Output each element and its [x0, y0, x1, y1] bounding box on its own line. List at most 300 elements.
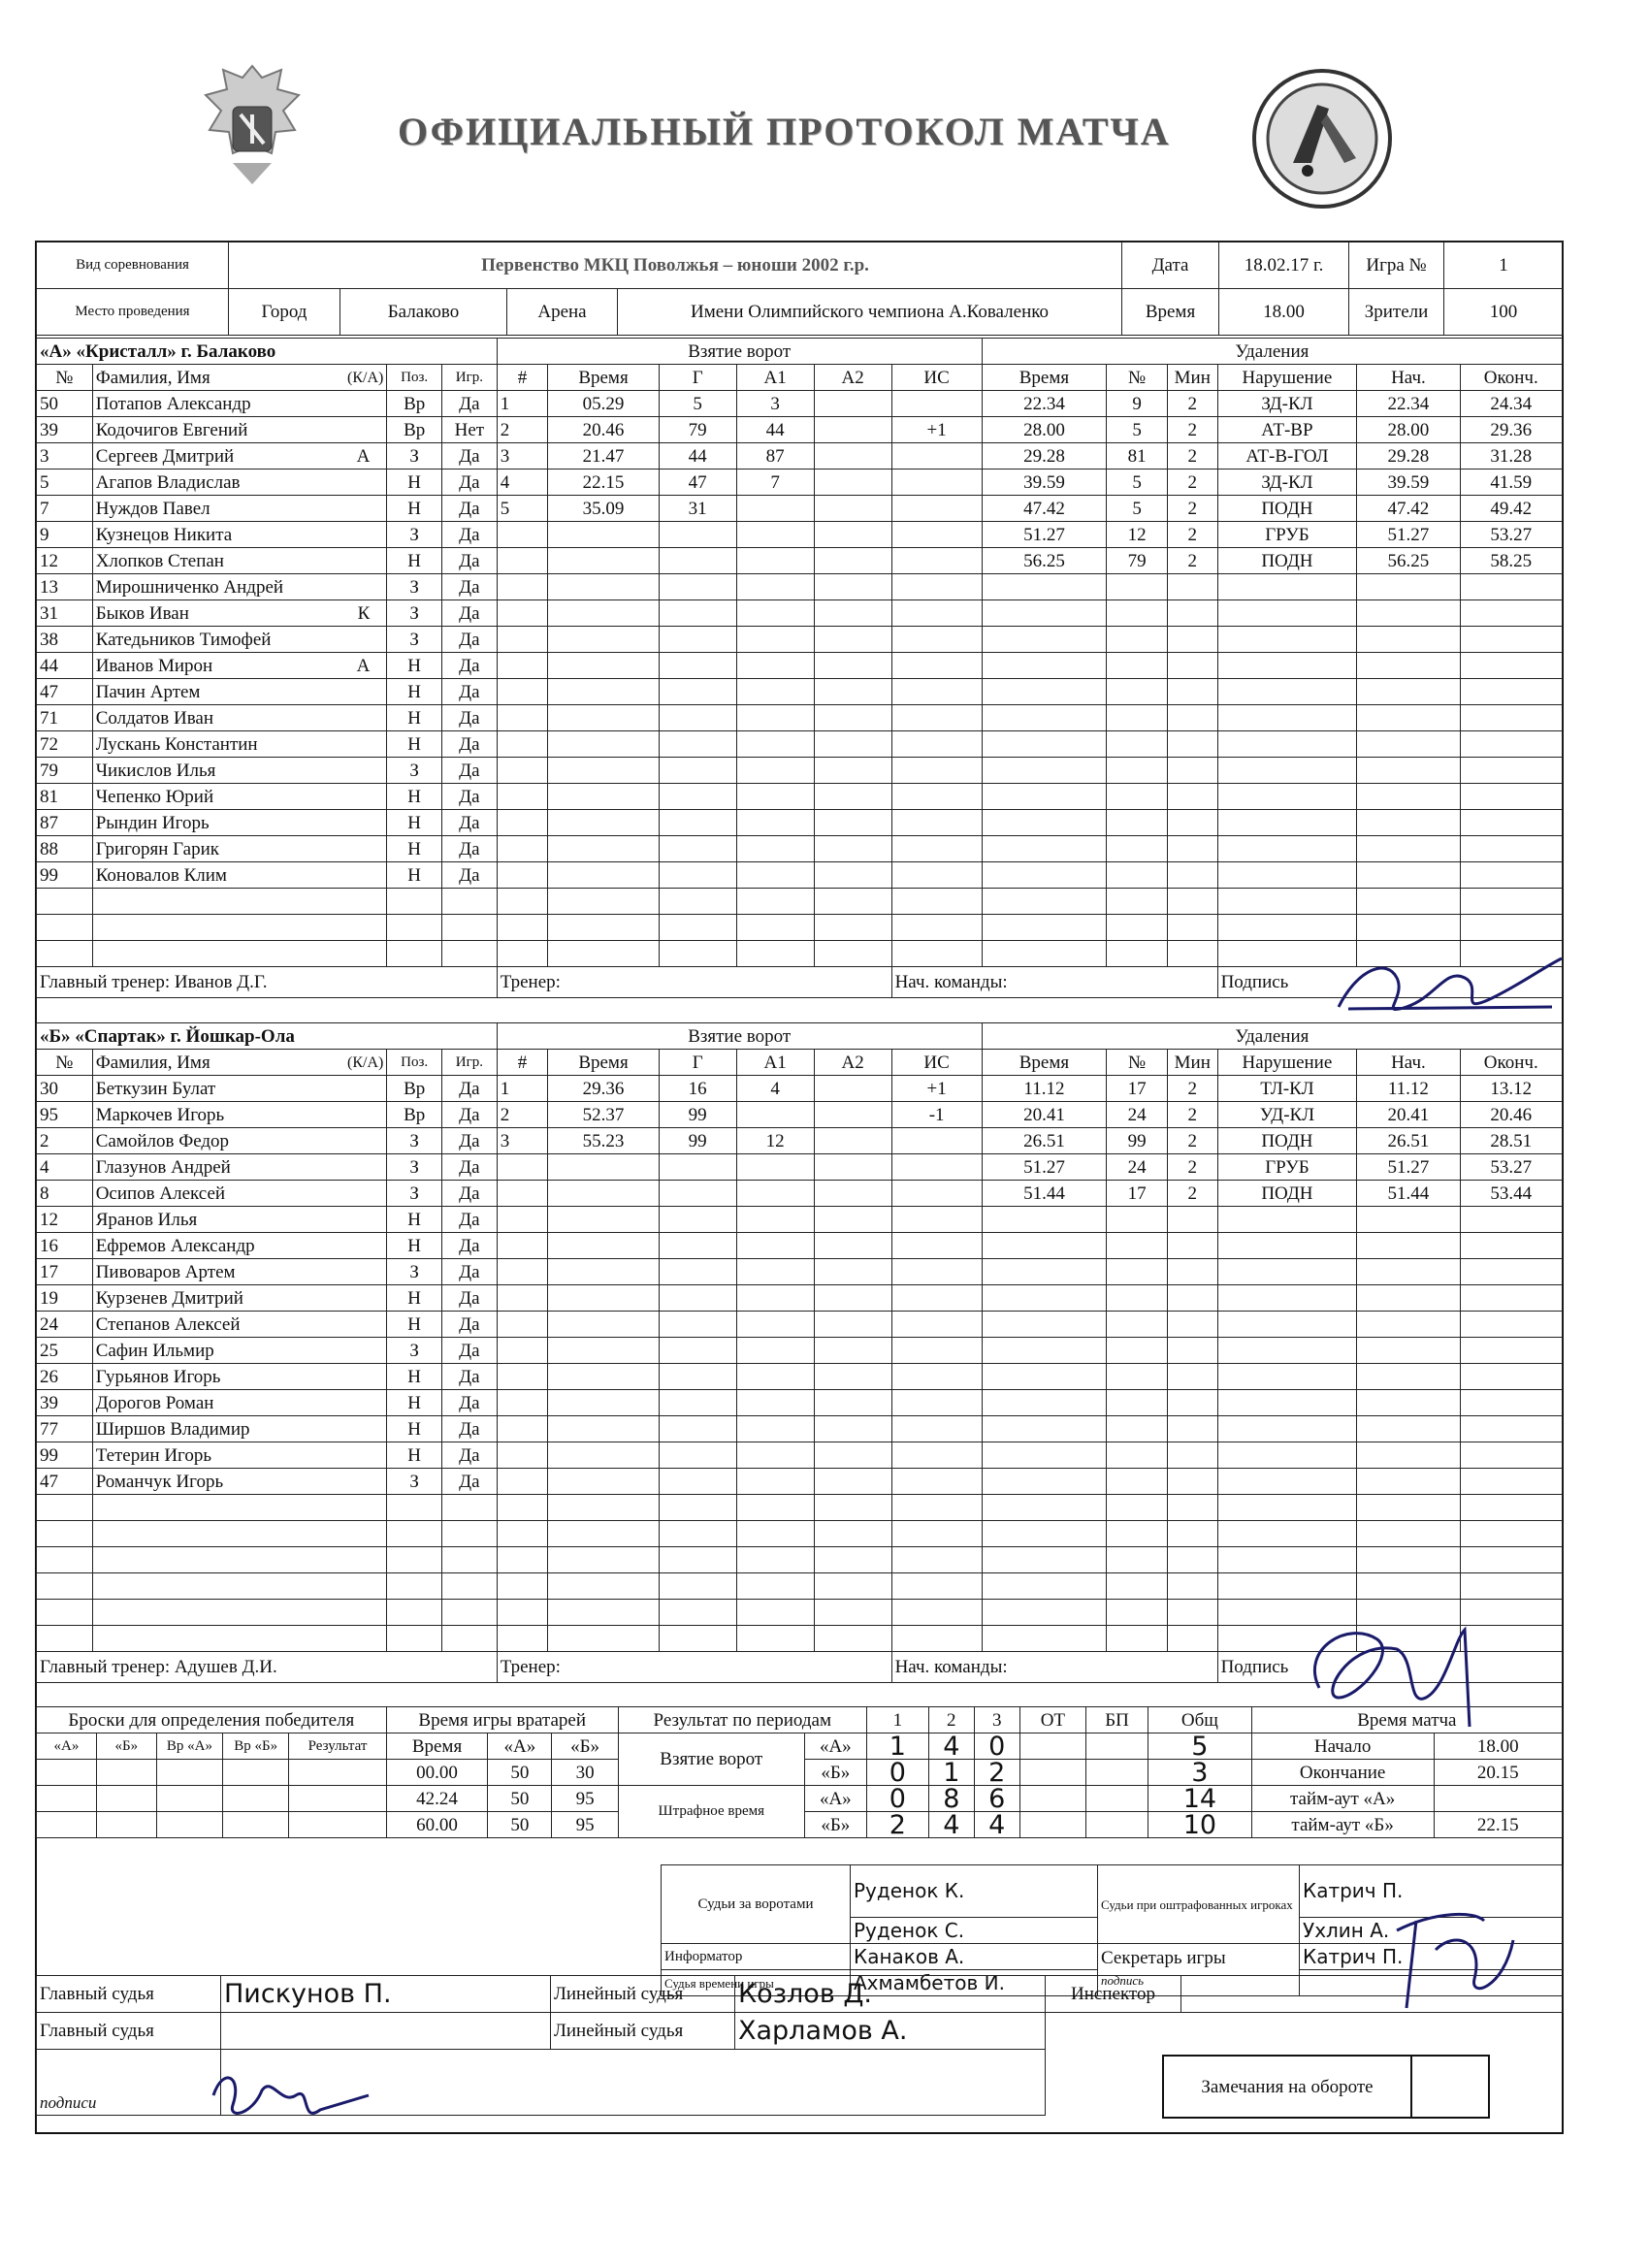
goalie-row-a: 50: [488, 1812, 552, 1838]
signature-label: Подпись: [1217, 1652, 1562, 1683]
penalty-cell: 2: [1167, 548, 1217, 574]
goal-cell: [659, 1338, 736, 1364]
goal-cell: [891, 1285, 982, 1312]
penalty-cell: 2: [1167, 496, 1217, 522]
russia-eagle-logo-icon: [194, 56, 310, 192]
penalty-cell: [1217, 1338, 1357, 1364]
player-name: Беткузин Булат: [95, 1078, 216, 1099]
goal-cell: [891, 1128, 982, 1154]
goalie-row-time: 42.24: [386, 1786, 488, 1812]
penalty-cell: 5: [1107, 417, 1168, 443]
penalty-cell: [982, 627, 1107, 653]
penalty-cell: [1357, 731, 1460, 758]
penalty-cell: [982, 1416, 1107, 1442]
penalty-cell: [1460, 1285, 1562, 1312]
player-name: Самойлов Федор: [95, 1130, 230, 1151]
player-number: [37, 1521, 93, 1547]
goal-cell: 44: [736, 417, 814, 443]
player-name: Тетерин Игорь: [95, 1444, 212, 1466]
goal-cell: +1: [891, 1076, 982, 1102]
penalty-cell: 20.41: [1357, 1102, 1460, 1128]
player-played: Да: [442, 443, 498, 470]
penalty-cell: [1217, 1442, 1357, 1469]
player-position: Н: [387, 496, 442, 522]
player-position: Н: [387, 548, 442, 574]
penalty-cell: [1357, 1521, 1460, 1547]
spectators-value: 100: [1444, 289, 1564, 336]
goalie-row-a: 50: [488, 1786, 552, 1812]
penalty-cell: 31.28: [1460, 443, 1562, 470]
player-position: [387, 915, 442, 941]
penalty-cell: [1357, 1233, 1460, 1259]
penalty-cell: [1167, 836, 1217, 862]
goal-cell: [814, 1416, 891, 1442]
player-number: 77: [37, 1416, 93, 1442]
penalty-cell: [1107, 731, 1168, 758]
penalty-cell: 53.44: [1460, 1181, 1562, 1207]
goal-cell: [736, 1416, 814, 1442]
penalty-cell: 51.27: [1357, 522, 1460, 548]
goal-cell: [548, 627, 659, 653]
match-info-table: [36, 242, 1564, 336]
player-played: Да: [442, 1233, 498, 1259]
goal-cell: [497, 862, 548, 889]
goal-cell: [814, 574, 891, 600]
goal-cell: [814, 627, 891, 653]
goal-cell: [659, 836, 736, 862]
goal-cell: [891, 574, 982, 600]
penalty-cell: [1217, 1495, 1357, 1521]
arena-value: Имени Олимпийского чемпиона А.Коваленко: [618, 289, 1122, 336]
player-row: [37, 1076, 1563, 1102]
player-position: [387, 889, 442, 915]
penalty-cell: [1167, 1442, 1217, 1469]
player-name: Яранов Илья: [95, 1209, 198, 1230]
player-played: Да: [442, 1181, 498, 1207]
goal-cell: 52.37: [548, 1102, 659, 1128]
goal-cell: 3: [736, 391, 814, 417]
player-name: Ефремов Александр: [95, 1235, 255, 1256]
penalty-cell: [1167, 784, 1217, 810]
player-played: Да: [442, 679, 498, 705]
goal-cell: [497, 941, 548, 967]
penalty-cell: [1460, 1364, 1562, 1390]
goal-cell: [891, 1626, 982, 1652]
competition-value: Первенство МКЦ Поволжья – юноши 2002 г.р.: [229, 243, 1122, 289]
goal-cell: [659, 1233, 736, 1259]
penalty-cell: 9: [1107, 391, 1168, 417]
penalty-cell: 58.25: [1460, 548, 1562, 574]
penalty-cell: [1107, 1469, 1168, 1495]
goal-cell: [659, 1521, 736, 1547]
goal-cell: 87: [736, 443, 814, 470]
goal-cell: 79: [659, 417, 736, 443]
goal-judge-2: Руденок С.: [851, 1918, 1098, 1944]
player-number: 81: [37, 784, 93, 810]
penalty-cell: [1107, 600, 1168, 627]
player-position: Н: [387, 862, 442, 889]
goal-cell: [497, 548, 548, 574]
goal-cell: [891, 1416, 982, 1442]
penalty-cell: 2: [1167, 443, 1217, 470]
goal-cell: [548, 1469, 659, 1495]
goal-cell: [736, 1573, 814, 1600]
goal-cell: [497, 1312, 548, 1338]
penalty-cell: [1357, 810, 1460, 836]
penalty-cell: [1107, 941, 1168, 967]
goal-cell: [659, 1442, 736, 1469]
player-played: [442, 889, 498, 915]
timekeeper-value: Ахмамбетов И.: [851, 1970, 1098, 1996]
goal-cell: [891, 391, 982, 417]
goal-cell: [497, 1442, 548, 1469]
goal-cell: [548, 1573, 659, 1600]
goal-cell: [814, 1442, 891, 1469]
goal-cell: [736, 784, 814, 810]
goal-cell: [891, 470, 982, 496]
player-row: [37, 496, 1563, 522]
player-played: [442, 1495, 498, 1521]
player-position: [387, 1521, 442, 1547]
penalty-cell: [1217, 1469, 1357, 1495]
penalty-cell: [982, 653, 1107, 679]
goal-cell: [659, 1573, 736, 1600]
timeout-a-label: тайм-аут «А»: [1251, 1786, 1434, 1812]
penalty-cell: [1460, 915, 1562, 941]
player-row: [37, 600, 1563, 627]
player-number: 87: [37, 810, 93, 836]
player-number: 3: [37, 443, 93, 470]
goal-cell: [814, 1181, 891, 1207]
penalty-cell: 29.28: [1357, 443, 1460, 470]
goal-cell: [891, 758, 982, 784]
goals-section-title: Взятие ворот: [497, 339, 982, 365]
goal-cell: [736, 1338, 814, 1364]
player-number: 44: [37, 653, 93, 679]
player-row: [37, 574, 1563, 600]
goals-a-ot: [1019, 1733, 1085, 1760]
goal-cell: [548, 653, 659, 679]
goal-cell: [659, 1364, 736, 1390]
penalty-cell: [1107, 1390, 1168, 1416]
col-violation: Нарушение: [1217, 365, 1357, 391]
penalty-cell: [1460, 889, 1562, 915]
player-position: Вр: [387, 1102, 442, 1128]
team-title: «А» «Кристалл» г. Балаково: [37, 339, 498, 365]
penalty-cell: 51.27: [982, 1154, 1107, 1181]
goal-cell: [814, 1364, 891, 1390]
goal-cell: [814, 548, 891, 574]
goal-cell: [548, 1181, 659, 1207]
penalty-cell: [1107, 1285, 1168, 1312]
penalty-cell: [1217, 653, 1357, 679]
city-label: Город: [229, 289, 340, 336]
goal-cell: [814, 915, 891, 941]
penalty-cell: [1167, 1312, 1217, 1338]
penalty-cell: [1167, 1521, 1217, 1547]
col-penalty-minutes: Мин: [1167, 365, 1217, 391]
goal-cell: [548, 1416, 659, 1442]
player-played: Да: [442, 758, 498, 784]
penalty-cell: 5: [1107, 496, 1168, 522]
penalty-cell: [1460, 1573, 1562, 1600]
penalty-cell: [1217, 705, 1357, 731]
player-played: Нет: [442, 417, 498, 443]
goal-cell: [497, 705, 548, 731]
player-captain-mark: К: [357, 602, 371, 624]
penalty-cell: [1460, 1390, 1562, 1416]
penalty-cell: [982, 889, 1107, 915]
goal-cell: [659, 1469, 736, 1495]
player-number: 9: [37, 522, 93, 548]
penalty-cell: [1357, 705, 1460, 731]
goal-cell: [891, 1521, 982, 1547]
goal-cell: [497, 1390, 548, 1416]
goal-cell: [548, 731, 659, 758]
goal-cell: [891, 889, 982, 915]
penalty-cell: [982, 1600, 1107, 1626]
penalty-cell: [1357, 784, 1460, 810]
goals-b-p2: 1: [928, 1760, 974, 1786]
goal-cell: [497, 600, 548, 627]
goal-cell: [736, 1469, 814, 1495]
penalty-cell: 81: [1107, 443, 1168, 470]
head-coach-label: Главный тренер:: [40, 972, 171, 992]
penalty-cell: 26.51: [1357, 1128, 1460, 1154]
player-position: З: [387, 1154, 442, 1181]
player-name: Гурьянов Игорь: [95, 1366, 221, 1387]
penalty-cell: [1217, 810, 1357, 836]
penalty-judges-label: Судьи при оштрафованных игроках: [1098, 1865, 1300, 1944]
goal-cell: [814, 889, 891, 915]
goal-cell: [659, 758, 736, 784]
player-number: 24: [37, 1312, 93, 1338]
player-number: 26: [37, 1364, 93, 1390]
penalty-cell: [982, 679, 1107, 705]
goals-a-total: 5: [1148, 1733, 1252, 1760]
goal-cell: 3: [497, 443, 548, 470]
player-number: [37, 889, 93, 915]
goal-cell: [736, 522, 814, 548]
shootout-b-header: «Б»: [96, 1733, 156, 1760]
goal-cell: [659, 731, 736, 758]
player-row: [37, 889, 1563, 915]
signature-secretary: [1377, 1892, 1542, 2027]
goal-cell: [814, 1626, 891, 1652]
signature-referee: [204, 2057, 398, 2134]
goal-cell: [814, 600, 891, 627]
goal-cell: [497, 1521, 548, 1547]
goal-cell: 4: [497, 470, 548, 496]
goal-cell: [891, 1259, 982, 1285]
penalty-cell: 22.34: [1357, 391, 1460, 417]
player-played: [442, 915, 498, 941]
penalty-cell: [1357, 1207, 1460, 1233]
penalty-cell: [1167, 862, 1217, 889]
goal-cell: [548, 810, 659, 836]
pen-a-bp: [1086, 1786, 1148, 1812]
signature-label: Подпись: [1217, 967, 1562, 998]
goal-cell: [548, 1207, 659, 1233]
goal-cell: [891, 915, 982, 941]
linesman-1-value: Козлов Д.: [735, 1976, 1046, 2013]
head-referee-2-value: [221, 2013, 551, 2050]
goals-a-bp: [1086, 1733, 1148, 1760]
pen-a-p1: 0: [866, 1786, 928, 1812]
goalie-row-time: 00.00: [386, 1760, 488, 1786]
col-assist-2: А2: [814, 1050, 891, 1076]
player-number: 13: [37, 574, 93, 600]
goal-cell: 12: [736, 1128, 814, 1154]
goal-cell: [548, 1521, 659, 1547]
player-played: Да: [442, 1469, 498, 1495]
player-captain-mark: А: [356, 445, 371, 467]
player-row: [37, 1390, 1563, 1416]
goal-cell: [659, 574, 736, 600]
penalty-cell: [1357, 1259, 1460, 1285]
player-row: [37, 705, 1563, 731]
penalty-cell: 28.00: [982, 417, 1107, 443]
penalty-cell: [982, 1547, 1107, 1573]
goal-cell: [814, 391, 891, 417]
player-number: 31: [37, 600, 93, 627]
penalty-cell: [982, 731, 1107, 758]
player-row: [37, 1181, 1563, 1207]
pen-b-bp: [1086, 1812, 1148, 1838]
penalty-cell: 12: [1107, 522, 1168, 548]
penalty-cell: [1167, 1285, 1217, 1312]
goal-cell: [659, 1181, 736, 1207]
player-position: Н: [387, 731, 442, 758]
penalty-cell: [1460, 1259, 1562, 1285]
total-header: Общ: [1148, 1707, 1252, 1733]
player-played: [442, 1600, 498, 1626]
penalty-cell: [1357, 836, 1460, 862]
penalty-cell: 24: [1107, 1102, 1168, 1128]
penalty-cell: [1107, 1495, 1168, 1521]
goal-cell: [891, 548, 982, 574]
goal-cell: [891, 1573, 982, 1600]
goal-cell: [497, 653, 548, 679]
player-number: [37, 1573, 93, 1600]
goals-b-total: 3: [1148, 1760, 1252, 1786]
penalty-cell: [982, 1259, 1107, 1285]
penalty-cell: 22.34: [982, 391, 1107, 417]
player-position: Вр: [387, 1076, 442, 1102]
player-number: 71: [37, 705, 93, 731]
timeout-b-value: 22.15: [1434, 1812, 1562, 1838]
player-row: [37, 1364, 1563, 1390]
player-position: [387, 1573, 442, 1600]
penalty-cell: [1107, 1312, 1168, 1338]
col-penalty-minutes: Мин: [1167, 1050, 1217, 1076]
col-game-situation: ИС: [891, 365, 982, 391]
player-number: [37, 915, 93, 941]
penalty-cell: ТЛ-КЛ: [1217, 1076, 1357, 1102]
goal-cell: [548, 1233, 659, 1259]
penalty-cell: 24: [1107, 1154, 1168, 1181]
player-position: Н: [387, 1390, 442, 1416]
goal-cell: [891, 1600, 982, 1626]
penalty-cell: [1167, 1573, 1217, 1600]
penalty-cell: [1357, 627, 1460, 653]
player-row: [37, 653, 1563, 679]
player-position: Н: [387, 1207, 442, 1233]
penalty-cell: [1217, 1207, 1357, 1233]
penalty-cell: [1460, 758, 1562, 784]
penalty-cell: 11.12: [982, 1076, 1107, 1102]
period-1-header: 1: [866, 1707, 928, 1733]
penalty-cell: [982, 1285, 1107, 1312]
penalty-cell: [1107, 1416, 1168, 1442]
player-row: [37, 470, 1563, 496]
penalty-cell: 49.42: [1460, 496, 1562, 522]
penalty-cell: 56.25: [1357, 548, 1460, 574]
penalty-cell: 28.00: [1357, 417, 1460, 443]
goal-cell: [736, 653, 814, 679]
penalty-cell: [1107, 1233, 1168, 1259]
player-name: Мирошниченко Андрей: [95, 576, 284, 598]
goal-cell: [891, 862, 982, 889]
player-position: Н: [387, 1233, 442, 1259]
player-name: Осипов Алексей: [95, 1183, 226, 1204]
goal-cell: [497, 679, 548, 705]
penalty-cell: [1167, 915, 1217, 941]
player-row: [37, 758, 1563, 784]
penalty-cell: [1107, 1259, 1168, 1285]
secretary-label: Секретарь игры: [1101, 1948, 1226, 1968]
penalty-cell: [1107, 1573, 1168, 1600]
penalty-cell: [1217, 862, 1357, 889]
player-number: [37, 1600, 93, 1626]
shootout-title: Броски для определения победителя: [37, 1707, 387, 1733]
player-row: [37, 1233, 1563, 1259]
signature-coach-b: [1290, 1610, 1523, 1736]
col-ka: (К/А): [347, 369, 384, 386]
player-number: [37, 1495, 93, 1521]
penalty-cell: [982, 1207, 1107, 1233]
goal-cell: [891, 1207, 982, 1233]
penalty-cell: [1357, 1338, 1460, 1364]
penalty-cell: [1107, 836, 1168, 862]
col-goal-time: Время: [548, 365, 659, 391]
penalty-cell: [982, 1390, 1107, 1416]
goal-cell: 05.29: [548, 391, 659, 417]
penalty-cell: ПОДН: [1217, 548, 1357, 574]
penalty-cell: [1167, 1233, 1217, 1259]
penalty-cell: 20.46: [1460, 1102, 1562, 1128]
goal-cell: [548, 679, 659, 705]
penalty-cell: [1357, 1312, 1460, 1338]
penalty-cell: 2: [1167, 391, 1217, 417]
player-played: Да: [442, 1338, 498, 1364]
player-number: 2: [37, 1128, 93, 1154]
player-row: [37, 862, 1563, 889]
col-penalty-player: №: [1107, 365, 1168, 391]
penalty-cell: [1460, 1338, 1562, 1364]
goal-cell: [736, 496, 814, 522]
player-played: Да: [442, 1364, 498, 1390]
goal-cell: [891, 1312, 982, 1338]
goal-cell: [497, 889, 548, 915]
penalty-cell: [1107, 1207, 1168, 1233]
goal-cell: [548, 705, 659, 731]
col-assist-1: А1: [736, 1050, 814, 1076]
penalty-cell: [1167, 758, 1217, 784]
player-played: Да: [442, 653, 498, 679]
player-row: [37, 1573, 1563, 1600]
goalie-row-a: 50: [488, 1760, 552, 1786]
